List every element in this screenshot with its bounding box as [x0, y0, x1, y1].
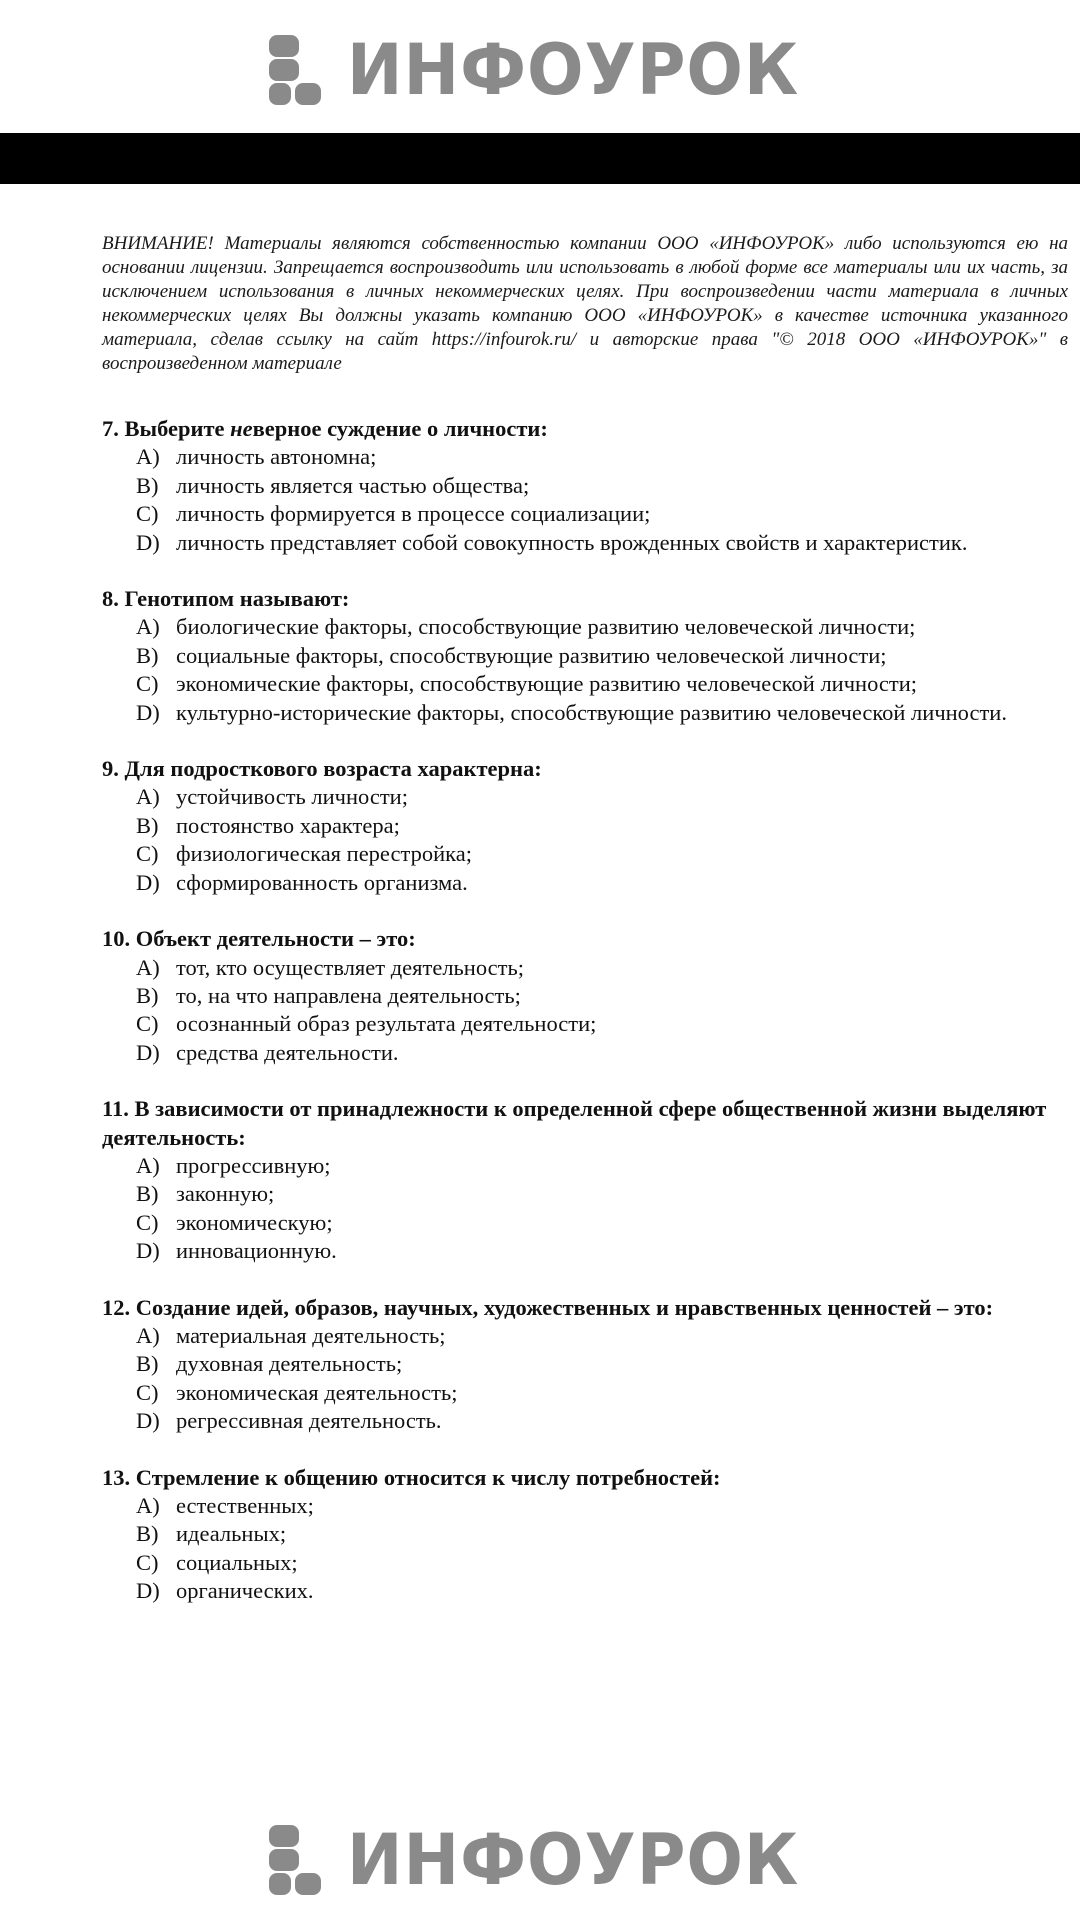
answer-option: B) постоянство характера;	[136, 812, 400, 838]
question-title: 10. Объект деятельности – это:	[102, 926, 416, 952]
question-9	[102, 755, 1062, 897]
question-title: 9. Для подросткового возраста характерна:	[102, 756, 542, 782]
infourok-logo-icon	[269, 1825, 325, 1895]
answer-option: A) биологические факторы, способствующие развитию человеческой личности;	[136, 614, 916, 640]
logo-text: ИНФОУРОК	[346, 29, 800, 111]
question-12	[102, 1294, 1062, 1436]
question-10	[102, 925, 1062, 1067]
answer-option: D) органических.	[136, 1578, 314, 1604]
answer-option: C) экономическая деятельность;	[136, 1379, 458, 1405]
answer-option: C) физиологическая перестройка;	[136, 841, 472, 867]
answer-option: A) устойчивость личности;	[136, 784, 408, 810]
answer-option: C) осознанный образ результата деятельности;	[136, 1011, 597, 1037]
header-logo	[0, 30, 1080, 110]
answer-option: C) экономические факторы, способствующие развитию человеческой личности;	[136, 671, 918, 697]
copyright-notice: ВНИМАНИЕ! Материалы являются собственностью компании ООО «ИНФОУРОК» либо используются ею на основании лицензии. Запрещается воспроизводить или использовать в любой форме все материалы или их часть, за исключением использования в личных некоммерческих целях. При воспроизведении части материала в личных некоммерческих целях Вы должны указать компанию ООО «ИНФОУРОК» в качестве источника указанного материала, сделав ссылку на сайт https://infourok.ru/ и авторские права "© 2018 ООО «ИНФОУРОК»" в воспроизведенном материале	[102, 233, 1068, 374]
answer-option: A) естественных;	[136, 1493, 314, 1518]
question-13	[102, 1464, 1062, 1606]
question-title: 11. В зависимости от принадлежности к определенной сфере общественной жизни выделяют деятельность:	[102, 1096, 1047, 1150]
answer-option: D) сформированность организма.	[136, 869, 468, 895]
question-title: 8. Генотипом называют:	[102, 586, 350, 612]
answer-option: B) социальные факторы, способствующие развитию человеческой личности;	[136, 642, 887, 668]
header-divider-bar	[0, 133, 1080, 184]
question-title: 13. Стремление к общению относится к числу потребностей:	[102, 1464, 721, 1490]
answer-option: A) тот, кто осуществляет деятельность;	[136, 954, 524, 980]
footer-logo	[0, 1820, 1080, 1900]
answer-option: B) законную;	[136, 1181, 275, 1207]
answer-option: D) средства деятельности.	[136, 1039, 399, 1065]
answer-option: B) личность является частью общества;	[136, 472, 530, 498]
answer-option: C) социальных;	[136, 1549, 298, 1575]
answer-option: B) идеальных;	[136, 1521, 287, 1547]
question-title: 7. Выберите неверное суждение о личности:	[102, 416, 548, 441]
question-8	[102, 585, 1062, 727]
answer-option: A) материальная деятельность;	[136, 1322, 446, 1348]
answer-option: C) личность формируется в процессе социализации;	[136, 501, 651, 527]
question-list	[102, 415, 1062, 1634]
question-7	[102, 415, 1062, 557]
answer-option: B) духовная деятельность;	[136, 1351, 403, 1377]
question-title: 12. Создание идей, образов, научных, художественных и нравственных ценностей – это:	[102, 1294, 994, 1320]
answer-option: D) регрессивная деятельность.	[136, 1408, 442, 1434]
answer-option: A) личность автономна;	[136, 444, 377, 470]
question-11	[102, 1095, 1062, 1265]
answer-option: B) то, на что направлена деятельность;	[136, 982, 521, 1008]
answer-option: A) прогрессивную;	[136, 1152, 331, 1178]
answer-option: D) инновационную.	[136, 1238, 337, 1264]
answer-option: D) личность представляет собой совокупность врожденных свойств и характеристик.	[136, 529, 968, 555]
answer-option: D) культурно-исторические факторы, способствующие развитию человеческой личности.	[136, 699, 1007, 725]
infourok-logo-icon	[269, 35, 325, 105]
answer-option: C) экономическую;	[136, 1209, 333, 1235]
logo-text: ИНФОУРОК	[346, 1819, 800, 1901]
